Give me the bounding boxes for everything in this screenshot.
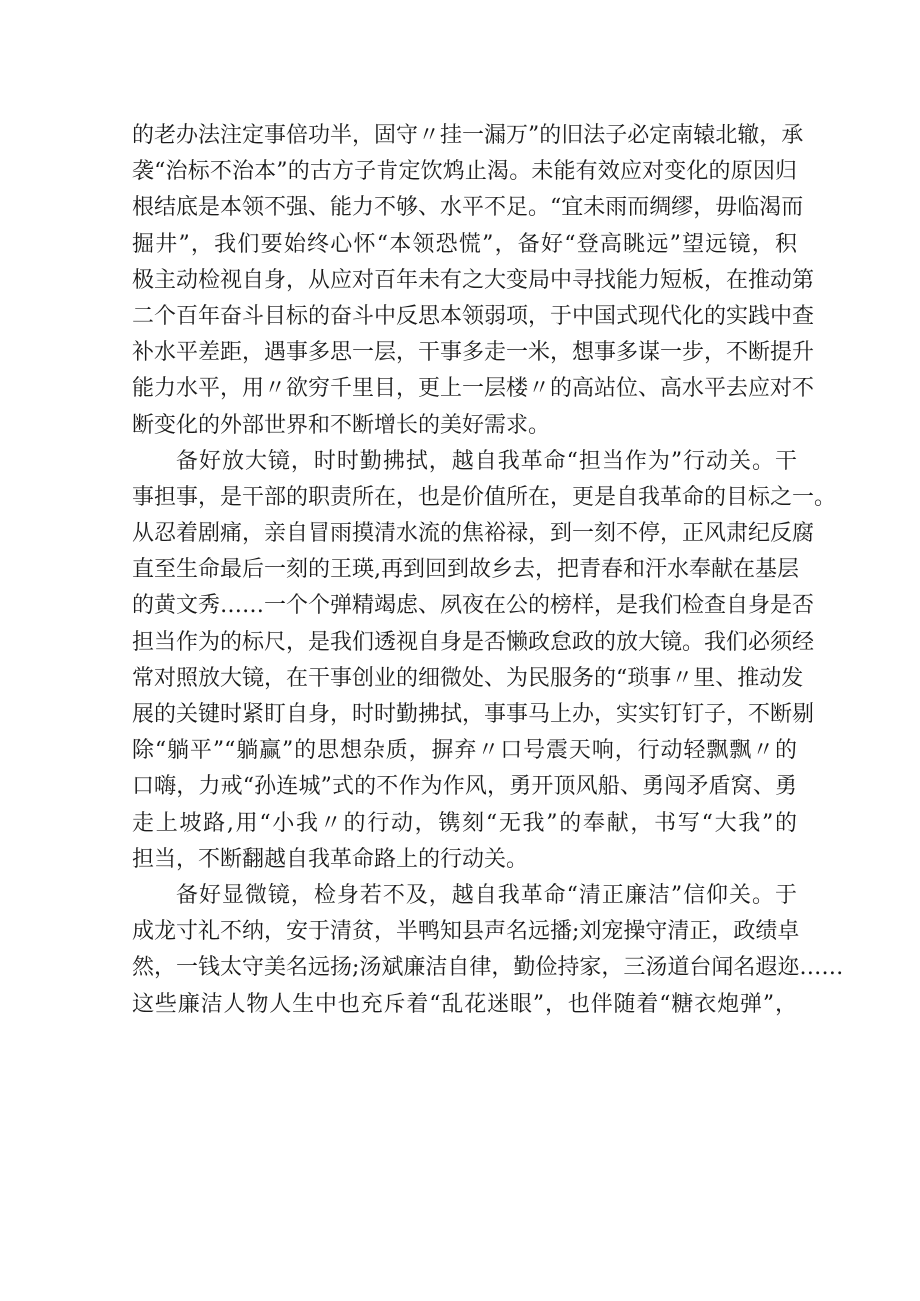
text-line: 能力水平，用〃欲穷千里目，更上一层楼〃的高站位、高水平去应对不: [132, 376, 815, 402]
text-line: 除“躺平”“躺赢”的思想杂质，摒弃〃口号震天响，行动轻飘飘〃的: [132, 738, 797, 764]
text-line: 断变化的外部世界和不断增长的美好需求。: [132, 412, 551, 438]
text-line: 袭“治标不治本”的古方子肯定饮鸩止渴。未能有效应对变化的原因归: [132, 159, 797, 185]
text-line: 事担事，是干部的职责所在，也是价值所在，更是自我革命的目标之一。: [132, 484, 837, 510]
text-line: 口嗨，力戒“孙连城”式的不作为作风，勇开顶风船、勇闯矛盾窝、勇: [132, 774, 797, 800]
text-line: 备好放大镜，时时勤拂拭，越自我革命“担当作为”行动关。干: [176, 448, 797, 474]
text-line: 担当作为的标尺，是我们透视自身是否懒政怠政的放大镜。我们必须经: [132, 629, 815, 655]
text-line: 从忍着剧痛，亲自冒雨摸清水流的焦裕禄，到一刻不停，正风肃纪反腐: [132, 521, 815, 547]
text-line: 担当，不断翻越自我革命路上的行动关。: [132, 846, 529, 872]
text-line: 极主动检视自身，从应对百年未有之大变局中寻找能力短板，在推动第: [132, 267, 815, 293]
text-line: 补水平差距，遇事多思一层，干事多走一米，想事多谋一步，不断提升: [132, 340, 815, 366]
text-line: 常对照放大镜，在干事创业的细微处、为民服务的“琐事〃里、推动发: [132, 665, 804, 691]
text-line: 然，一钱太守美名远扬;汤斌廉洁自律，勤俭持家，三汤道台闻名遐迩……: [132, 955, 844, 981]
text-line: 的老办法注定事倍功半，固守〃挂一漏万”的旧法子必定南辕北辙，承: [132, 123, 804, 148]
text-line: 直至生命最后一刻的王瑛,再到回到故乡去，把青春和汗水奉献在基层: [132, 557, 799, 583]
text-line: 备好显微镜，检身若不及，越自我革命“清正廉洁”信仰关。于: [176, 882, 797, 908]
text-line: 二个百年奋斗目标的奋斗中反思本领弱项，于中国式现代化的实践中查: [132, 303, 815, 329]
body-text: [132, 118, 844, 1023]
text-line: 根结底是本领不强、能力不够、水平不足。“宜未雨而绸缪，毋临渴而: [132, 195, 804, 221]
text-line: 掘井”，我们要始终心怀“本领恐慌”，备好“登高眺远”望远镜，积: [132, 231, 797, 257]
text-line: 走上坡路,用“小我〃的行动，镌刻“无我”的奉献，书写“大我”的: [132, 810, 797, 836]
text-line: 展的关键时紧盯自身，时时勤拂拭，事事马上办，实实钉钉子，不断剔: [132, 702, 815, 727]
text-line: 的黄文秀……一个个弹精竭虑、夙夜在公的榜样，是我们检查自身是否: [132, 593, 815, 619]
text-line: 这些廉洁人物人生中也充斥着“乱花迷眼”，也伴随着“糖衣炮弹”，: [132, 991, 797, 1017]
text-line: 成龙寸礼不纳，安于清贫，半鸭知县声名远播;刘宠操守清正，政绩卓: [132, 919, 800, 945]
